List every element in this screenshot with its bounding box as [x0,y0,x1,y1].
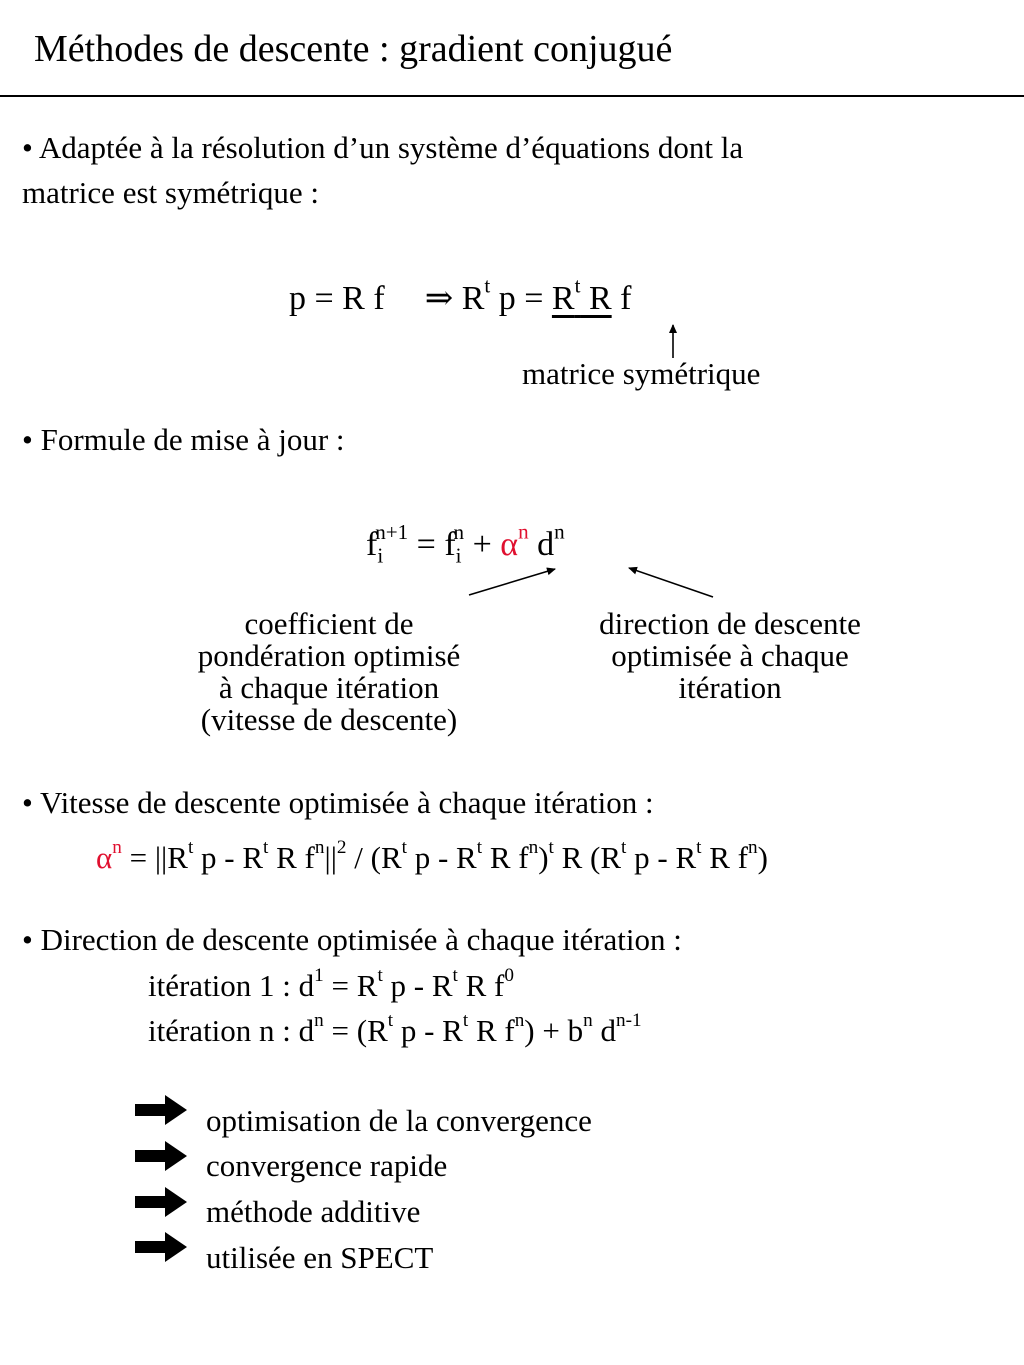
arrow-to-direction-icon [629,568,713,597]
conclusion-item: convergence rapide [206,1148,448,1183]
eq1-mid2: p = [490,280,552,317]
iteration-n-formula: itération n : $d^n = (R^t$ p - $R^t$ R $f^n) + b^n$ $d^{n-1}$ [148,1010,642,1048]
equation-update: $f_i^{n+1} = f_i^n + \alpha^n$ $d^n$ [366,519,565,568]
bullet-update-formula: • Formule de mise à jour : [22,422,345,457]
eq1-mid-sup: t [484,273,491,298]
symmetric-matrix-term: $R^t$ R [551,273,612,317]
implies-symbol: ⇒ [424,280,454,317]
conclusion-item: méthode additive [206,1194,421,1229]
equation-alpha: $\alpha^n = ||R^t$ p - $R^t$ R $f^n||^2 / (R^t$ p - $R^t$ R $f^n)^t$ R ($R^t$ p - $R^t$ R $f^n$) [96,837,768,875]
arrow-right-icon [135,1187,187,1217]
conclusion-item: optimisation de la convergence [206,1103,592,1138]
annotation-alpha: coefficient de pondération optimisé à chaque itération (vitesse de descente) [197,606,461,737]
iteration-1-formula: itération 1 : $d^1 = R^t$ p - $R^t$ R $f^0$ [148,965,514,1003]
bullet-descent-speed: • Vitesse de descente optimisée à chaque itération : [22,785,654,820]
bullet-symmetric-line2: matrice est symétrique : [22,175,319,210]
alpha-symbol: α [500,526,519,563]
eq1-mid: R [461,280,485,317]
symmetric-matrix-label: matrice symétrique [522,356,761,391]
eq1-tail: f [611,280,632,317]
arrow-right-icon [135,1095,187,1125]
bullet-symmetric-line1: • Adaptée à la résolution d’un système d’équations dont la [22,130,744,165]
arrow-right-icon [135,1232,187,1262]
annotation-direction: direction de descente optimisée à chaque itération [599,606,861,705]
eq1-lhs: p = R f [289,280,385,317]
conclusion-item: utilisée en SPECT [206,1240,434,1275]
arrow-right-icon [135,1141,187,1171]
page-title: Méthodes de descente : gradient conjugué [34,28,673,70]
arrow-to-alpha-icon [469,569,555,595]
bullet-descent-direction: • Direction de descente optimisée à chaque itération : [22,922,682,957]
